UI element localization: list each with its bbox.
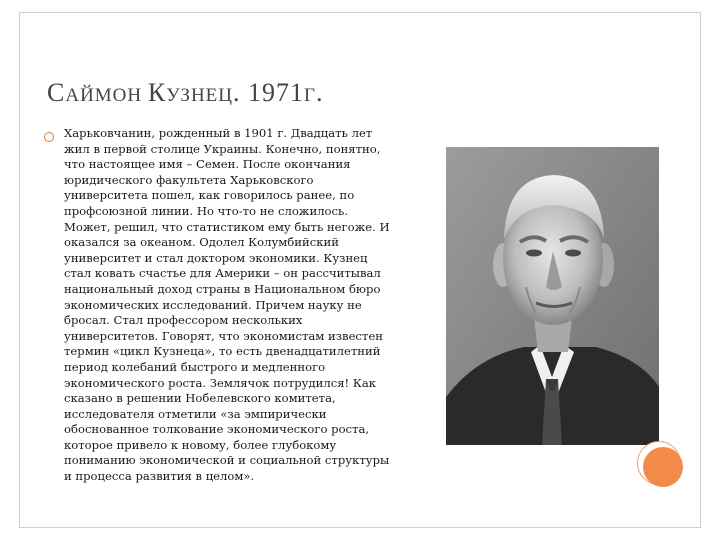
portrait-illustration [446, 147, 659, 445]
bullet-icon [44, 132, 54, 142]
title-part: К [147, 78, 167, 107]
title-part: С [47, 78, 66, 107]
title-part: Г [304, 85, 316, 106]
title-part: УЗНЕЦ [166, 85, 233, 106]
title-part: . [315, 78, 324, 107]
decorative-circle-fill-icon [643, 447, 683, 487]
body-text: Харьковчанин, рожденный в 1901 г. Двадцать лет жил в первой столице Украины. Конечно, понятно, что настоящее имя – Семен. После окончания юридического факультета Харьковского университета пошел, как говорилось ранее, по профсоюзной линии. Но что-то не сложилось. Может, решил, что статистиком ему быть негоже. И оказался за океаном. Одолел Колумбийский университет и стал доктором экономики. Кузнец стал ковать счастье для Америки – он рассчитывал национальный доход страны в Национальном бюро экономических исследований. Причем науку не бросал. Стал профессором нескольких университетов. Говорят, что экономистам известен термин «цикл Кузнеца», то есть двенадцатилетний период колебаний быстрого и медленного экономического роста. Землячок потрудился! Как сказано в решении Нобелевского комитета, исследователя отметили «за эмпирически обоснованное толкование экономического роста, которое привело к новому, более глубокому пониманию экономической и социальной структуры и процесса развития в целом». [64, 126, 390, 484]
title-part: АЙМОН [65, 85, 148, 106]
title-part: . 1971 [233, 78, 304, 107]
slide-title [47, 76, 647, 110]
portrait-photo [446, 147, 659, 445]
